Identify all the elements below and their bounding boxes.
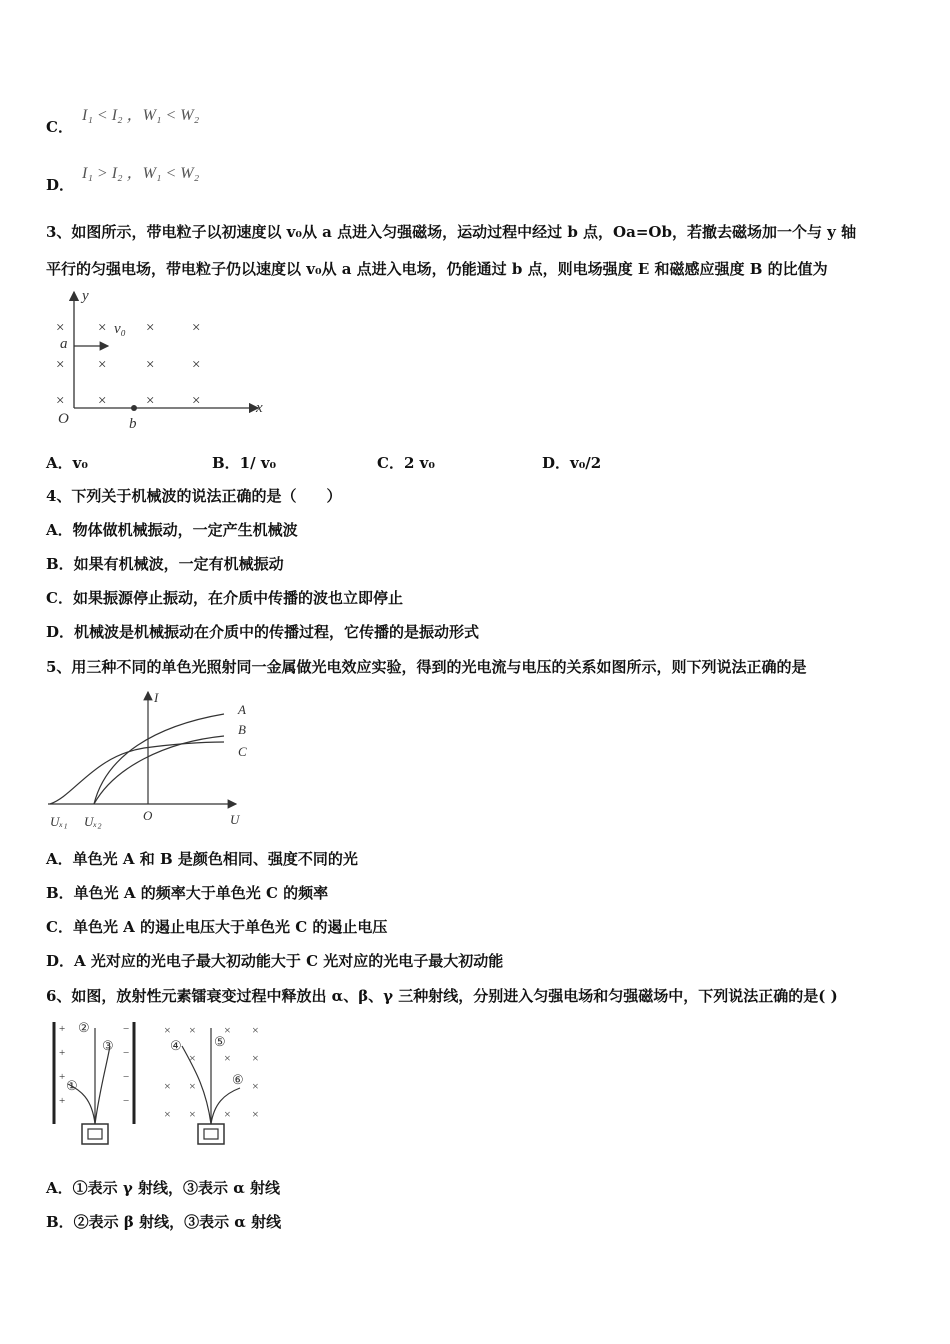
q4-option-b: B．如果有机械波，一定有机械振动 bbox=[46, 555, 284, 573]
cross-icon: × bbox=[146, 393, 155, 409]
cross-icon: × bbox=[189, 1023, 196, 1037]
q2-option-c-label: C． bbox=[46, 118, 73, 136]
q5-option-b: B．单色光 A 的频率大于单色光 C 的频率 bbox=[46, 884, 329, 902]
q6-label-2: ② bbox=[78, 1020, 90, 1035]
q4-option-c: C．如果振源停止振动，在介质中传播的波也立即停止 bbox=[46, 589, 403, 607]
q5-curve-c-label: C bbox=[238, 744, 247, 759]
q6-radiation-figure bbox=[44, 1018, 274, 1150]
q3-stem-line1: 3、如图所示，带电粒子以初速度以 v₀从 a 点进入匀强磁场，运动过程中经过 b 点，Oa=Ob，若撤去磁场加一个与 y 轴 bbox=[46, 223, 857, 241]
q6-option-a: A．①表示 γ 射线，③表示 α 射线 bbox=[46, 1179, 280, 1197]
cross-icon: × bbox=[56, 357, 65, 373]
cross-icon: × bbox=[189, 1079, 196, 1093]
q6-minus-sign: − bbox=[123, 1095, 130, 1107]
q3-origin-label: O bbox=[58, 411, 69, 427]
cross-icon: × bbox=[164, 1023, 171, 1037]
q5-stem: 5、用三种不同的单色光照射同一金属做光电效应实验，得到的光电流与电压的关系如图所示，则下列说法正确的是 bbox=[46, 658, 807, 676]
cross-icon: × bbox=[224, 1051, 231, 1065]
q2-option-d-label: D． bbox=[46, 176, 75, 194]
cross-icon: × bbox=[164, 1107, 171, 1121]
q3-option-a: A．v₀ bbox=[46, 454, 88, 472]
q5-curve-a-label: A bbox=[238, 702, 246, 717]
cross-icon: × bbox=[189, 1051, 196, 1065]
q6-label-6: ⑥ bbox=[232, 1072, 244, 1087]
q5-uc1-label: Uₓ₁ bbox=[50, 814, 68, 829]
q6-plus-sign: + bbox=[59, 1095, 66, 1107]
q6-label-5: ⑤ bbox=[214, 1034, 226, 1049]
cross-icon: × bbox=[224, 1023, 231, 1037]
q6-plus-sign: + bbox=[59, 1071, 66, 1083]
cross-icon: × bbox=[252, 1051, 259, 1065]
cross-icon: × bbox=[56, 393, 65, 409]
q4-option-a: A．物体做机械振动，一定产生机械波 bbox=[46, 521, 298, 539]
cross-icon: × bbox=[224, 1107, 231, 1121]
cross-icon: × bbox=[192, 357, 201, 373]
cross-icon: × bbox=[192, 393, 201, 409]
q5-i-axis-label: I bbox=[154, 690, 159, 705]
cross-icon: × bbox=[146, 357, 155, 373]
q5-curve-b-label: B bbox=[238, 722, 246, 737]
q5-photoelectric-graph bbox=[44, 686, 264, 832]
q2-option-c-formula: I₁ < I₂ ，W₁ < W₂ bbox=[82, 107, 200, 124]
q3-point-b-label: b bbox=[129, 416, 137, 432]
q3-v0-label: v₀ bbox=[114, 321, 126, 337]
q5-u-axis-label: U bbox=[230, 812, 240, 827]
cross-icon: × bbox=[189, 1107, 196, 1121]
cross-icon: × bbox=[252, 1079, 259, 1093]
q3-x-axis-label: x bbox=[256, 400, 263, 416]
q4-stem: 4、下列关于机械波的说法正确的是（ ） bbox=[46, 487, 342, 505]
q6-minus-sign: − bbox=[123, 1071, 130, 1083]
cross-icon: × bbox=[98, 320, 107, 336]
q3-option-b: B．1/ v₀ bbox=[212, 454, 277, 472]
cross-icon: × bbox=[56, 320, 65, 336]
q6-minus-sign: − bbox=[123, 1047, 130, 1059]
cross-icon: × bbox=[98, 393, 107, 409]
q5-option-c: C．单色光 A 的遏止电压大于单色光 C 的遏止电压 bbox=[46, 918, 388, 936]
cross-icon: × bbox=[252, 1107, 259, 1121]
q6-plus-sign: + bbox=[59, 1047, 66, 1059]
q6-option-b: B．②表示 β 射线，③表示 α 射线 bbox=[46, 1213, 282, 1231]
q6-label-1: ① bbox=[66, 1078, 78, 1093]
q6-minus-sign: − bbox=[123, 1023, 130, 1035]
cross-icon: × bbox=[192, 320, 201, 336]
q5-origin-label: O bbox=[143, 808, 153, 823]
q3-magnetic-field-figure bbox=[44, 284, 274, 434]
q6-stem: 6、如图，放射性元素镭衰变过程中释放出 α、β、γ 三种射线，分别进入匀强电场和匀强磁场中，下列说法正确的是( ) bbox=[46, 987, 838, 1005]
q2-option-d-formula: I₁ > I₂ ，W₁ < W₂ bbox=[82, 165, 200, 182]
q3-point-a-label: a bbox=[60, 336, 68, 352]
cross-icon: × bbox=[252, 1023, 259, 1037]
q6-label-4: ④ bbox=[170, 1038, 182, 1053]
q3-option-c: C．2 v₀ bbox=[377, 454, 435, 472]
q3-stem-line2: 平行的匀强电场，带电粒子仍以速度以 v₀从 a 点进入电场，仍能通过 b 点，则电场强度 E 和磁感应强度 B 的比值为 bbox=[46, 260, 828, 278]
q5-option-d: D．A 光对应的光电子最大初动能大于 C 光对应的光电子最大初动能 bbox=[46, 952, 504, 970]
q5-option-a: A．单色光 A 和 B 是颜色相同、强度不同的光 bbox=[46, 850, 358, 868]
cross-icon: × bbox=[98, 357, 107, 373]
q4-option-d: D．机械波是机械振动在介质中的传播过程，它传播的是振动形式 bbox=[46, 623, 480, 641]
q5-uc2-label: Uₓ₂ bbox=[84, 814, 102, 829]
q3-option-d: D．v₀/2 bbox=[542, 454, 602, 472]
q6-label-3: ③ bbox=[102, 1038, 114, 1053]
q3-y-axis-label: y bbox=[82, 288, 89, 304]
cross-icon: × bbox=[146, 320, 155, 336]
q6-plus-sign: + bbox=[59, 1023, 66, 1035]
cross-icon: × bbox=[164, 1079, 171, 1093]
